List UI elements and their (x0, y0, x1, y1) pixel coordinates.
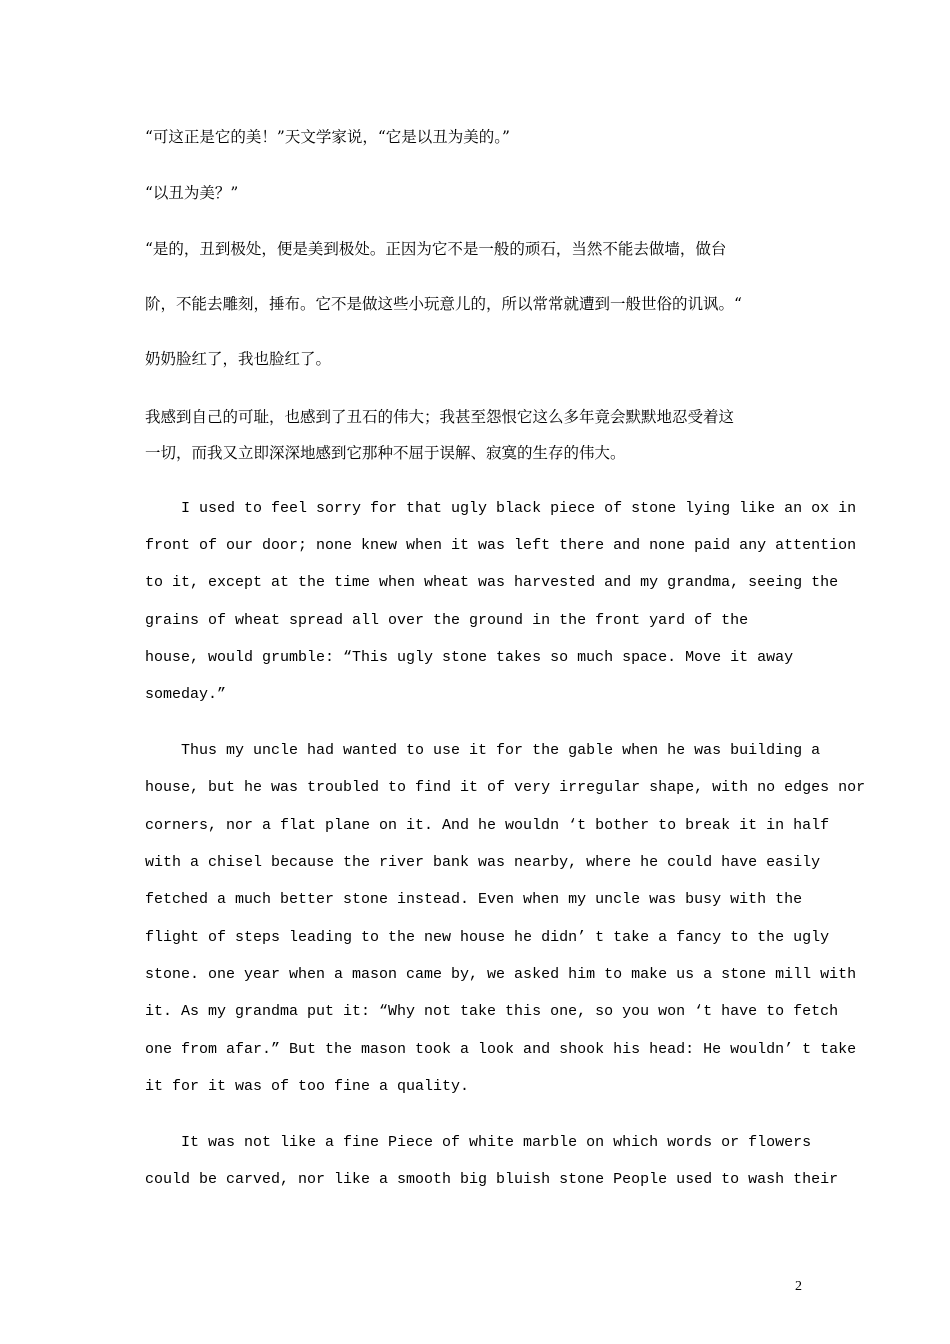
text-line: grains of wheat spread all over the ground in the front yard of the (145, 612, 749, 629)
text-line: fetched a much better stone instead. Even when my uncle was busy with the (145, 891, 803, 908)
text-line: stone. one year when a mason came by, we asked him to make us a stone mill with (145, 966, 857, 983)
text-line: house, but he was troubled to find it of very irregular shape, with no edges nor (145, 779, 866, 796)
text-line: to it, except at the time when wheat was harvested and my grandma, seeing the (145, 574, 839, 591)
text-line: with a chisel because the river bank was nearby, where he could have easily (145, 854, 821, 871)
text-line: corners, nor a flat plane on it. And he wouldn ‘t bother to break it in half (145, 817, 830, 834)
chinese-paragraph-5-line-2: 一切，而我又立即深深地感到它那种不屈于误解、寂寞的生存的伟大。 (145, 444, 626, 462)
page-number: 2 (795, 1279, 802, 1294)
text-line: it. As my grandma put it: “Why not take this one, so you won ‘t have to fetch (145, 1003, 839, 1020)
text-line: it for it was of too fine a quality. (145, 1078, 470, 1095)
text-line: It was not like a fine Piece of white marble on which words or flowers (145, 1134, 812, 1151)
chinese-paragraph-1: “可这正是它的美！”天文学家说，“它是以丑为美的。” (145, 128, 510, 146)
chinese-paragraph-4: 奶奶脸红了，我也脸红了。 (145, 350, 332, 368)
text-line: could be carved, nor like a smooth big bluish stone People used to wash their (145, 1171, 839, 1188)
text-line: front of our door; none knew when it was left there and none paid any attention (145, 537, 857, 554)
text-line: one from afar.” But the mason took a look and shook his head: He wouldn’ t take (145, 1041, 857, 1058)
chinese-paragraph-5-line-1: 我感到自己的可耻，也感到了丑石的伟大；我甚至怨恨它这么多年竟会默默地忍受着这 (145, 408, 735, 426)
text-line: house, would grumble: “This ugly stone takes so much space. Move it away (145, 649, 794, 666)
text-line: I used to feel sorry for that ugly black piece of stone lying like an ox in (145, 500, 857, 517)
chinese-paragraph-2: “以丑为美？” (145, 184, 239, 202)
text-line: Thus my uncle had wanted to use it for the gable when he was building a (145, 742, 821, 759)
text-line: someday.” (145, 686, 227, 703)
chinese-paragraph-3-line-1: “是的，丑到极处，便是美到极处。正因为它不是一般的顽石，当然不能去做墙，做台 (145, 240, 727, 258)
text-line: flight of steps leading to the new house he didn’ t take a fancy to the ugly (145, 929, 830, 946)
chinese-paragraph-3-line-2: 阶，不能去雕刻，捶布。它不是做这些小玩意儿的，所以常常就遭到一般世俗的讥讽。“ (145, 295, 742, 313)
